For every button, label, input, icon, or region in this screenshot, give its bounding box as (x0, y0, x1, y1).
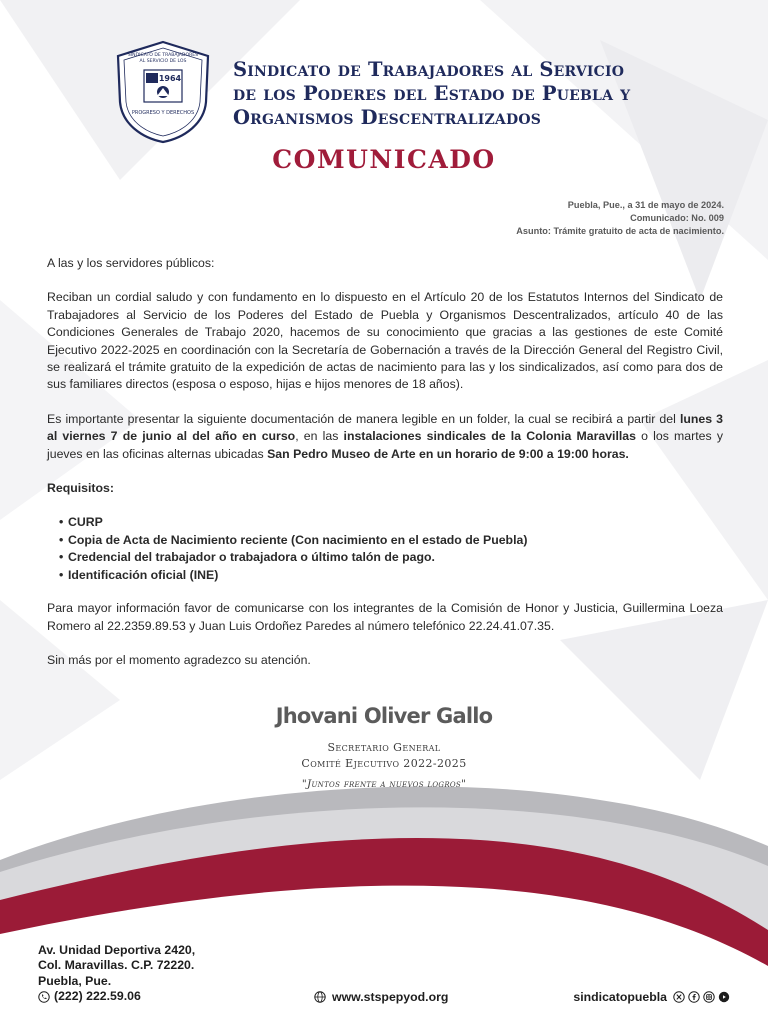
closing: Sin más por el momento agradezco su atención. (47, 652, 311, 667)
address-line-1: Av. Unidad Deportiva 2420, (38, 943, 196, 957)
organization-name (233, 58, 673, 130)
address-line-3: Puebla, Pue. (38, 973, 112, 988)
union-logo (112, 40, 214, 144)
instagram-icon[interactable] (703, 991, 715, 1003)
p2-text-a: Es importante presentar la siguiente documentación de manera legible en un folder, la cual se recibirá a partir del (47, 411, 680, 426)
org-name-line-2: de los Poderes del Estado de Puebla y (233, 82, 631, 105)
social-handle: sindicatopuebla (573, 990, 667, 1004)
org-name-line-1: Sindicato de Trabajadores al Servicio (233, 58, 625, 81)
requirement-item: • CURP (59, 514, 723, 531)
p2-alt-location: San Pedro Museo de Arte en un horario de 9:00 a 19:00 horas. (267, 446, 629, 461)
document-meta (516, 199, 724, 238)
phone-number[interactable]: (222) 222.59.06 (54, 989, 141, 1004)
requirement-item: • Identificación oficial (INE) (59, 567, 723, 584)
svg-text:SINDICATO DE TRABAJADORES: SINDICATO DE TRABAJADORES (127, 53, 199, 58)
footer-address (38, 943, 195, 1005)
greeting: A las y los servidores públicos: (47, 256, 215, 270)
subject: Asunto: Trámite gratuito de acta de nacimiento. (516, 226, 724, 236)
svg-text:AL SERVICIO DE LOS: AL SERVICIO DE LOS (139, 59, 187, 64)
p2-dates: lunes 3 al viernes 7 de junio al del año en curso (47, 411, 724, 444)
footer-website[interactable] (314, 990, 448, 1004)
requirements-title: Requisitos: (47, 481, 114, 496)
phone-row (38, 989, 195, 1004)
document-title: COMUNICADO (272, 145, 496, 174)
role-line-1: Secretario General (327, 741, 441, 754)
facebook-icon[interactable] (688, 991, 700, 1003)
x-icon[interactable] (673, 991, 685, 1003)
footer-social (573, 990, 730, 1004)
youtube-icon[interactable] (718, 991, 730, 1003)
paragraph-2 (47, 411, 723, 463)
org-name-line-3: Organismos Descentralizados (233, 106, 542, 129)
role-line-2: Comité Ejecutivo 2022-2025 (301, 757, 467, 770)
phone-icon (38, 991, 50, 1003)
p2-text-c: , en las (295, 429, 344, 444)
requirement-item: • Copia de Acta de Nacimiento reciente (Con nacimiento en el estado de Puebla) (59, 532, 723, 549)
signatory-role (0, 740, 768, 772)
motto: "Juntos frente a nuevos logros" (301, 778, 467, 790)
website-link[interactable]: www.stspepyod.org (332, 990, 449, 1004)
address-line-2: Col. Maravillas. C.P. 72220. (38, 958, 195, 973)
globe-icon (314, 991, 326, 1003)
requirements-list (47, 514, 723, 584)
place-date: Puebla, Pue., a 31 de mayo de 2024. (567, 200, 724, 210)
p2-location: instalaciones sindicales de la Colonia Maravillas (343, 429, 636, 444)
paragraph-3: Para mayor información favor de comunicarse con los integrantes de la Comisión de Honor y Justicia, Guillermina Loeza Romero al 22.2359.89.53 y Juan Luis Ordoñez Paredes al número telefónico 22.24.41.07.35. (47, 601, 723, 633)
requirement-item: • Credencial del trabajador o trabajadora o último talón de pago. (59, 549, 723, 566)
communique-number: Comunicado: No. 009 (630, 213, 724, 223)
letter-body (47, 255, 723, 686)
svg-text:PROGRESO Y DERECHOS: PROGRESO Y DERECHOS (131, 110, 195, 116)
paragraph-1: Reciban un cordial saludo y con fundamento en lo dispuesto en el Artículo 20 de los Estatutos Internos del Sindicato de Trabajadores al Servicio de los Poderes del Estado de Puebla y Organismos Descentralizados, artículo 40 de las Condiciones Generales de Trabajo 2020, hacemos de su conocimiento que gracias a las gestiones de este Comité Ejecutivo 2022-2025 en coordinación con la Secretaría de Gobernación a través de la Dirección General del Registro Civil, se realizará el trámite gratuito de la expedición de actas de nacimiento para las y los sindicalizados, así como para dos de sus familiares directos (esposa o esposo, hijas e hijos menores de 18 años). (47, 290, 723, 392)
svg-text:1964: 1964 (158, 74, 182, 83)
p2-text-e: o los martes y jueves en las oficinas alternas ubicadas (47, 429, 723, 461)
signatory-name: Jhovani Oliver Gallo (275, 704, 493, 728)
